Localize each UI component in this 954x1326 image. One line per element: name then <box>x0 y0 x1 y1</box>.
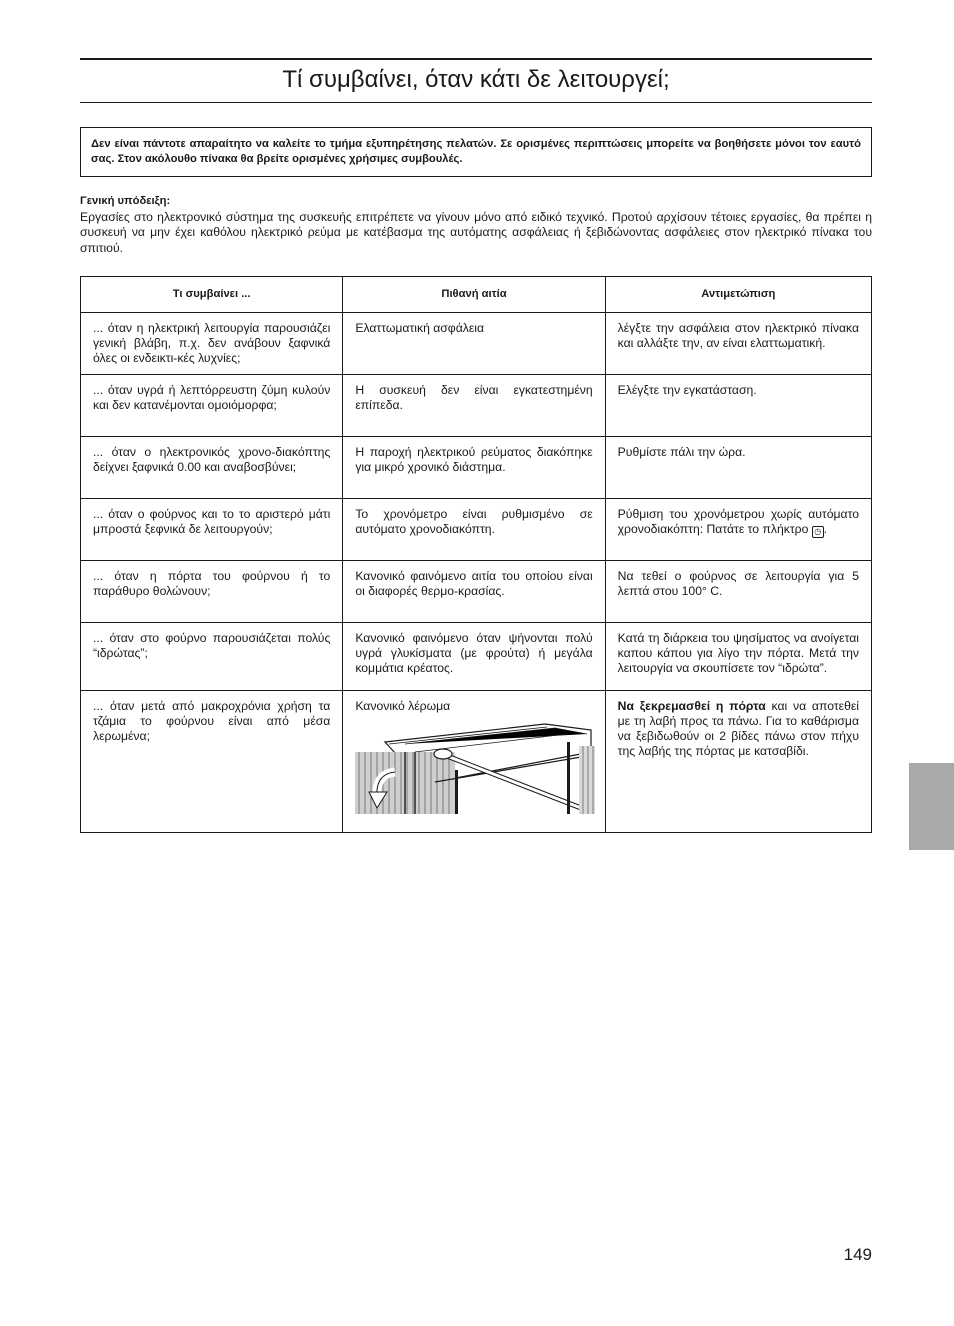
solution-cell <box>605 499 871 561</box>
header-problem: Τι συμβαίνει ... <box>81 277 343 313</box>
solution-cell: Να τεθεί ο φούρνος σε λειτουργία για 5 λεπτά στου 100° C. <box>605 561 871 623</box>
header-cause: Πιθανή αιτία <box>343 277 605 313</box>
problem-cell: ... όταν μετά από μακροχρόνια χρήση τα τζάμια το φούρνου είναι από μέσα λερωμένα; <box>81 691 343 833</box>
cause-cell: Κανονικό φαινόμενο όταν ψήνονται πολύ υγρά γλυκίσματα (με φρούτα) ή μεγάλα κομμάτια κρέατος. <box>343 623 605 691</box>
page-number: 149 <box>843 1245 872 1264</box>
cause-cell <box>343 691 605 833</box>
table-header-row <box>81 277 872 313</box>
cause-cell: Κανονικό φαινόμενο αιτία του οποίου είναι οι διαφορές θερμο-κρασίας. <box>343 561 605 623</box>
side-tab-marker <box>909 763 954 850</box>
problem-cell: ... όταν υγρά ή λεπτόρρευστη ζύμη κυλούν και δεν κατανέμονται ομοιόμορφα; <box>81 375 343 437</box>
cause-cell: Η συσκευή δεν είναι εγκατεστημένη επίπεδα. <box>343 375 605 437</box>
solution-cell: λέγξτε την ασφάλεια στον ηλεκτρικό πίνακα και αλλάξτε την, αν είναι ελαττωματική. <box>605 313 871 375</box>
solution-text-end: . <box>823 522 828 536</box>
table-row <box>81 375 872 437</box>
solution-cell: Ελέγξτε την εγκατάσταση. <box>605 375 871 437</box>
cause-text: Κανονικό λέρωμα <box>355 699 451 713</box>
clock-key-icon: ◷ <box>812 526 824 538</box>
solution-cell <box>605 691 871 833</box>
notice-box <box>80 127 872 177</box>
page-title: Τί συμβαίνει, όταν κάτι δε λειτουργεί; <box>282 66 670 93</box>
table-row <box>81 691 872 833</box>
table-row <box>81 623 872 691</box>
general-note-heading: Γενική υπόδειξη: <box>80 195 171 207</box>
solution-text: και να αποτεθεί με τη λαβή προς τα πάνω. Για το καθάρισμα να ξεβιδωθούν οι 2 βίδες πάνω στον πήχυ της λαβής της πόρτας με κατσαβίδι. <box>617 699 859 758</box>
solution-cell: Ρυθμίστε πάλι την ώρα. <box>605 437 871 499</box>
door-screwdriver-illustration <box>355 722 595 814</box>
table-row <box>81 499 872 561</box>
cause-cell: Ελαττωματική ασφάλεια <box>343 313 605 375</box>
problem-cell: ... όταν η πόρτα του φούρνου ή το παράθυρο θολώνουν; <box>81 561 343 623</box>
table-row <box>81 313 872 375</box>
solution-lead: Να ξεκρεμασθεί η πόρτα <box>617 699 766 713</box>
table-row <box>81 437 872 499</box>
table-row <box>81 561 872 623</box>
troubleshooting-table <box>80 276 872 833</box>
notice-text: Δεν είναι πάντοτε απαραίτητο να καλείτε το τμήμα εξυπηρέτησης πελατών. Σε ορισμένες περιπτώσεις μπορείτε να βοηθήσετε μόνοι τον εαυτό σας. Στον ακόλουθο πίνακα θα βρείτε ορισμένες χρήσιμες συμβουλές. <box>91 138 861 165</box>
problem-cell: ... όταν ο ηλεκτρονικός χρονο-διακόπτης δείχνει ξαφνικά 0.00 και αναβοσβύνει; <box>81 437 343 499</box>
problem-cell: ... όταν η ηλεκτρική λειτουργία παρουσιάζει γενική βλάβη, π.χ. δεν ανάβουν ξαφνικά όλες οι ενδεικτι-κές λυχνίες; <box>81 313 343 375</box>
header-solution: Αντιμετώπιση <box>605 277 871 313</box>
cause-cell: Η παροχή ηλεκτρικού ρεύματος διακόπηκε για μικρό χρονικό διάστημα. <box>343 437 605 499</box>
general-note <box>80 194 872 256</box>
solution-cell: Κατά τη διάρκεια του ψησίματος να ανοίγεται καπου κάπου για λίγο την πόρτα. Μετά την λειτουργία να σκουπίσετε τον “ιδρώτα”. <box>605 623 871 691</box>
cause-cell: Το χρονόμετρο είναι ρυθμισμένο σε αυτόματο χρονοδιακόπτη. <box>343 499 605 561</box>
general-note-text: Εργασίες στο ηλεκτρονικό σύστημα της συσκευής επιτρέπετε να γίνουν μόνο από ειδικό τεχνικό. Προτού αρχίσουν τέτοιες εργασίες, θα πρέπει η συσκευή να μην έχει καθόλου ηλεκτρικό ρεύμα με κατέβασμα της αυτόματης ασφάλειας ή ξεβιδώνοντας ασφάλειες στον ηλεκτρικό πίνακα του σπιτιού. <box>80 209 872 255</box>
solution-text: Ρύθμιση του χρονόμετρου χωρίς αυτόματο χρονοδιακόπτη: Πατάτε το πλήκτρο <box>617 507 859 536</box>
problem-cell: ... όταν στο φούρνο παρουσιάζεται πολύς “ιδρώτας”; <box>81 623 343 691</box>
problem-cell: ... όταν ο φούρνος και το το αριστερό μάτι μπροστά ξεφνικά δε λειτουργούν; <box>81 499 343 561</box>
title-rule-bottom <box>80 102 872 103</box>
